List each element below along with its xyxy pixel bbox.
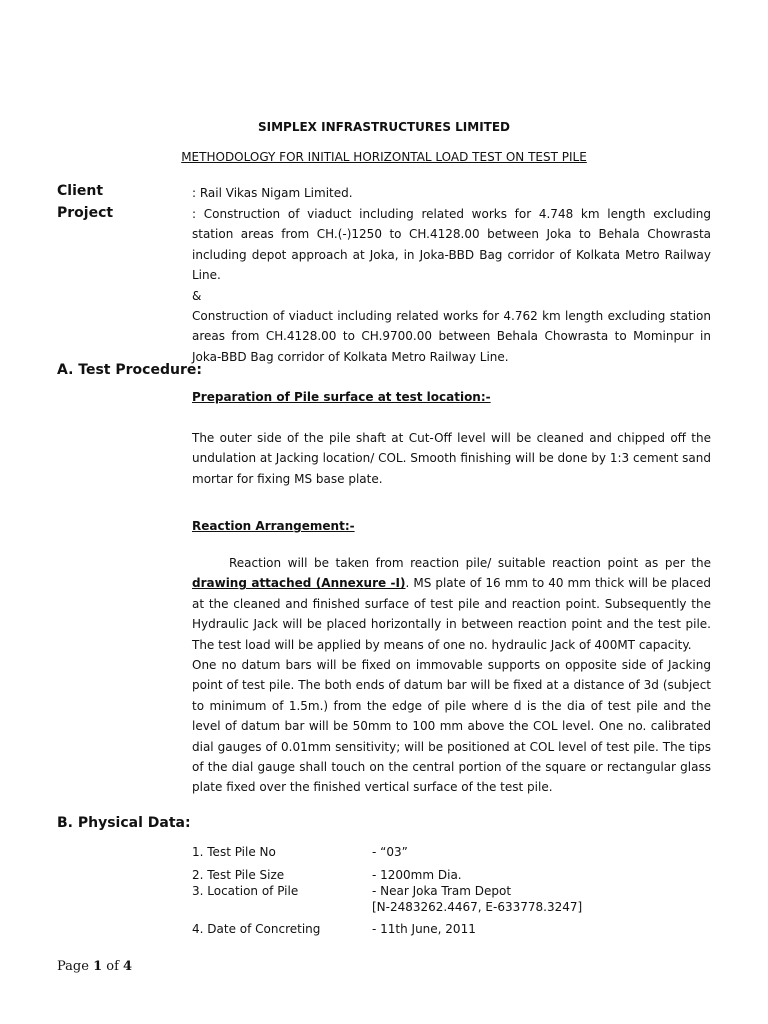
page-word: Page: [57, 959, 94, 974]
project-line-1: : Construction of viaduct including related works for 4.748 km length excluding station areas from CH.(-)1250 to CH.4128.00 between Joka to Behala Chowrasta including depot approach at Joka, in Joka-BBD Bag corridor of Kolkata Metro Railway Line.: [192, 207, 711, 283]
project-line-2: Construction of viaduct including related works for 4.762 km length excluding station areas from CH.4128.00 to CH.9700.00 between Behala Chowrasta to Mominpur in Joka-BBD Bag corridor of Kolkata Metro Railway Line.: [192, 309, 711, 364]
prep-text: The outer side of the pile shaft at Cut-Off level will be cleaned and chipped off the undulation at Jacking location/ COL. Smooth finishing will be done by 1:3 cement sand mortar for fixing MS base plate.: [192, 431, 711, 486]
physical-row-value: - 11th June, 2011: [372, 922, 476, 936]
physical-row-label: 4. Date of Concreting: [192, 922, 321, 936]
project-label: Project: [57, 205, 114, 221]
page-total: 4: [123, 959, 133, 974]
project-description: [192, 204, 711, 367]
reaction-heading: Reaction Arrangement:-: [192, 519, 355, 533]
of-word: of: [102, 959, 124, 974]
physical-row-value: - “03”: [372, 845, 408, 859]
page-footer: [57, 959, 132, 974]
client-label: Client: [57, 183, 104, 199]
physical-row-label: 3. Location of Pile: [192, 884, 299, 898]
physical-row-value: - 1200mm Dia.: [372, 868, 462, 882]
reaction-text-pre: Reaction will be taken from reaction pile/ suitable reaction point as per the: [229, 556, 711, 570]
reaction-text-post: . MS plate of 16 mm to 40 mm thick will be placed at the cleaned and finished surface of test pile and reaction point. Subsequently the Hydraulic Jack will be placed horizontally in between reaction point and the test pile. The test load will be applied by means of one no. hydraulic Jack of 400MT capacity.: [192, 576, 711, 652]
client-value: : Rail Vikas Nigam Limited.: [192, 186, 353, 200]
methodology-title: METHODOLOGY FOR INITIAL HORIZONTAL LOAD TEST ON TEST PILE: [181, 150, 587, 164]
page-number: 1: [93, 959, 103, 974]
prep-heading: Preparation of Pile surface at test location:-: [192, 390, 491, 404]
section-b-heading: B. Physical Data:: [57, 815, 191, 831]
physical-row-coordinates: [N-2483262.4467, E-633778.3247]: [372, 900, 583, 914]
prep-paragraph: [192, 428, 711, 489]
physical-row-label: 2. Test Pile Size: [192, 868, 285, 882]
reaction-text: [192, 553, 711, 655]
project-ampersand: &: [192, 288, 202, 303]
section-a-heading: A. Test Procedure:: [57, 362, 202, 378]
physical-row-value: - Near Joka Tram Depot: [372, 884, 512, 898]
datum-text: One no datum bars will be fixed on immovable supports on opposite side of Jacking point of test pile. The both ends of datum bar will be fixed at a distance of 3d (subject to minimum of 1.5m.) from the edge of pile where d is the dia of test pile and the level of datum bar will be 50mm to 100 mm above the COL level. One no. calibrated dial gauges of 0.01mm sensitivity; will be positioned at COL level of test pile. The tips of the dial gauge shall touch on the central portion of the square or rectangular glass plate fixed over the finished vertical surface of the test pile.: [192, 658, 711, 795]
reaction-paragraph: [192, 553, 711, 798]
physical-row-label: 1. Test Pile No: [192, 845, 276, 859]
drawing-reference: drawing attached (Annexure -I): [192, 576, 406, 591]
company-name: SIMPLEX INFRASTRUCTURES LIMITED: [257, 120, 511, 134]
